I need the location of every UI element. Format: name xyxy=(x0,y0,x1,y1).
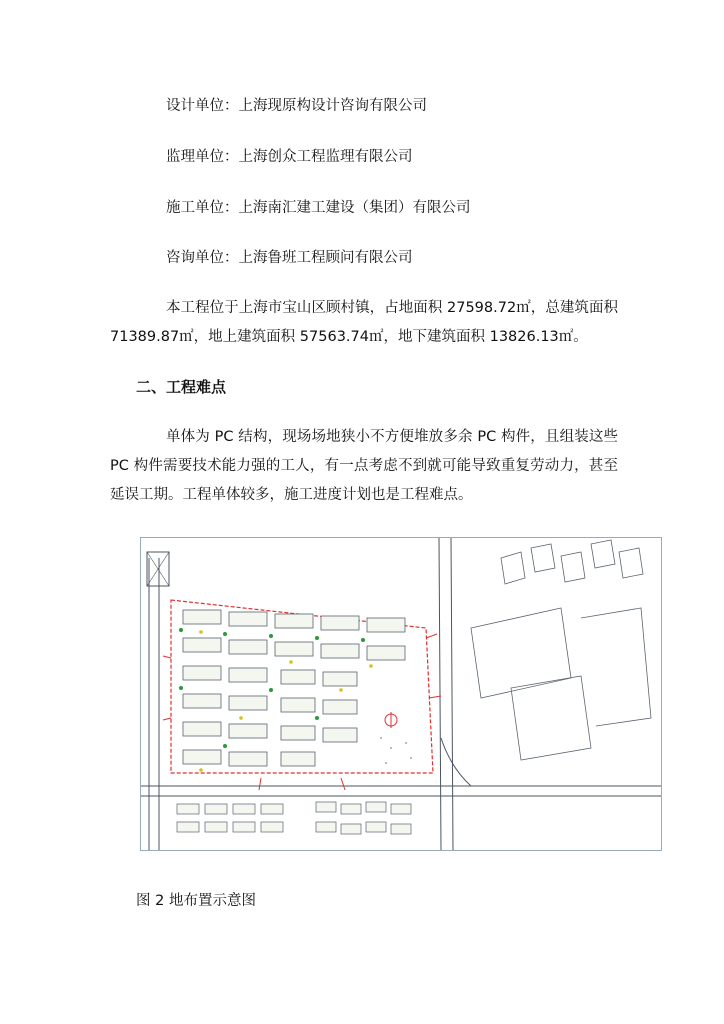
difficulty-paragraph: 单体为 PC 结构，现场场地狭小不方便堆放多余 PC 构件，且组装这些 PC 构件需要技术能力强的工人，有一点考虑不到就可能导致重复劳动力，甚至延误工期。工程单体较多，施工进度计划也是工程难点。 xyxy=(110,429,618,503)
site-plan-figure xyxy=(140,537,662,851)
site-plan-drawing xyxy=(141,538,661,850)
figure-caption: 图 2 地布置示意图 xyxy=(136,893,256,909)
supervision-unit: 监理单位：上海创众工程监理有限公司 xyxy=(166,149,413,165)
project-paragraph: 本工程位于上海市宝山区顾村镇，占地面积 27598.72㎡，总建筑面积 71389.87㎡，地上建筑面积 57563.74㎡，地下建筑面积 13826.13㎡。 xyxy=(110,300,618,345)
construction-unit: 施工单位：上海南汇建工建设（集团）有限公司 xyxy=(166,200,471,216)
section-heading: 二、工程难点 xyxy=(136,378,227,396)
consulting-unit: 咨询单位：上海鲁班工程顾问有限公司 xyxy=(166,250,413,266)
design-unit: 设计单位：上海现原构设计咨询有限公司 xyxy=(166,98,427,114)
